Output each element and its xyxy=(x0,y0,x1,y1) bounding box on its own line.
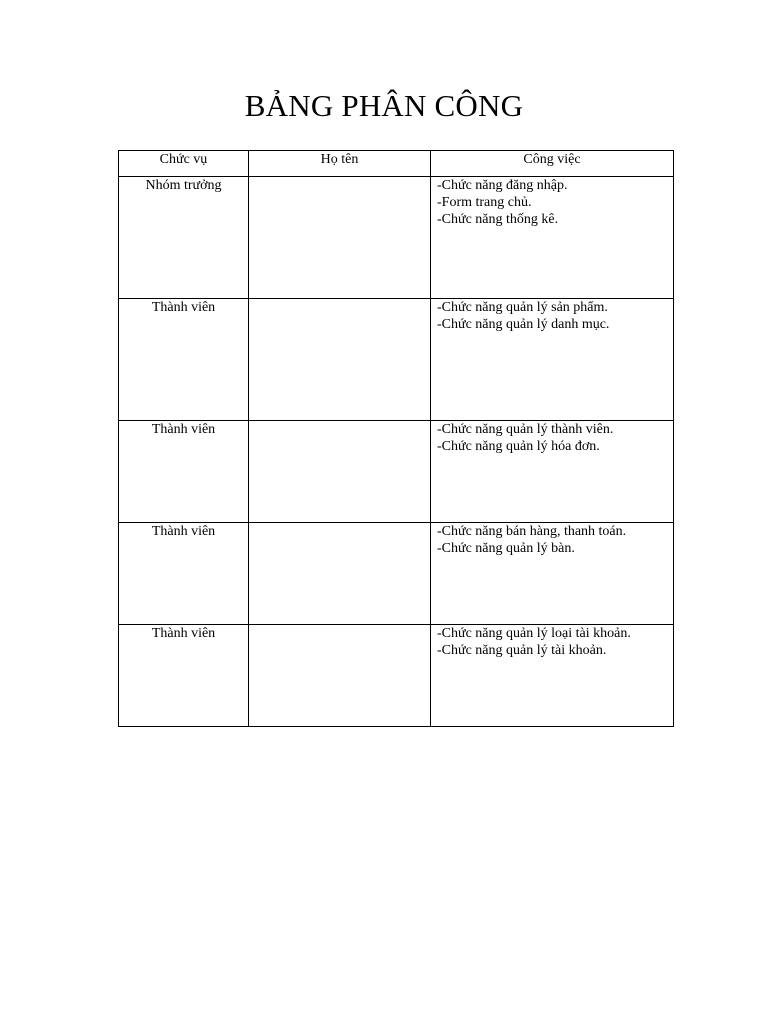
task-item: -Chức năng quản lý bàn. xyxy=(437,541,575,556)
task-item: -Chức năng quản lý danh mục. xyxy=(437,317,610,332)
task-item: -Chức năng thống kê. xyxy=(437,212,559,227)
tasks-cell xyxy=(431,299,674,421)
role-cell: Thành viên xyxy=(119,299,249,421)
name-cell xyxy=(249,299,431,421)
role-cell: Thành viên xyxy=(119,523,249,625)
assignment-table xyxy=(118,150,674,727)
role-cell: Thành viên xyxy=(119,625,249,727)
tasks-cell xyxy=(431,421,674,523)
tasks-cell xyxy=(431,625,674,727)
tasks-cell xyxy=(431,177,674,299)
task-item: -Chức năng quản lý hóa đơn. xyxy=(437,439,600,454)
table-header-row xyxy=(119,151,674,177)
header-role: Chức vụ xyxy=(119,151,249,177)
page-title: BẢNG PHÂN CÔNG xyxy=(244,88,524,123)
task-item: -Chức năng quản lý tài khoản. xyxy=(437,643,607,658)
table-row xyxy=(119,523,674,625)
tasks-cell xyxy=(431,523,674,625)
table-row xyxy=(119,177,674,299)
name-cell xyxy=(249,523,431,625)
name-cell xyxy=(249,625,431,727)
task-item: -Form trang chủ. xyxy=(437,195,532,210)
task-item: -Chức năng đăng nhập. xyxy=(437,178,568,193)
role-cell: Thành viên xyxy=(119,421,249,523)
header-name: Họ tên xyxy=(249,151,431,177)
table-row xyxy=(119,421,674,523)
header-tasks: Công việc xyxy=(431,151,674,177)
task-item: -Chức năng quản lý thành viên. xyxy=(437,422,614,437)
table-row xyxy=(119,299,674,421)
name-cell xyxy=(249,421,431,523)
task-item: -Chức năng quản lý loại tài khoản. xyxy=(437,626,631,641)
task-item: -Chức năng quản lý sản phẩm. xyxy=(437,300,608,315)
name-cell xyxy=(249,177,431,299)
table-row xyxy=(119,625,674,727)
role-cell: Nhóm trưởng xyxy=(119,177,249,299)
task-item: -Chức năng bán hàng, thanh toán. xyxy=(437,524,627,539)
